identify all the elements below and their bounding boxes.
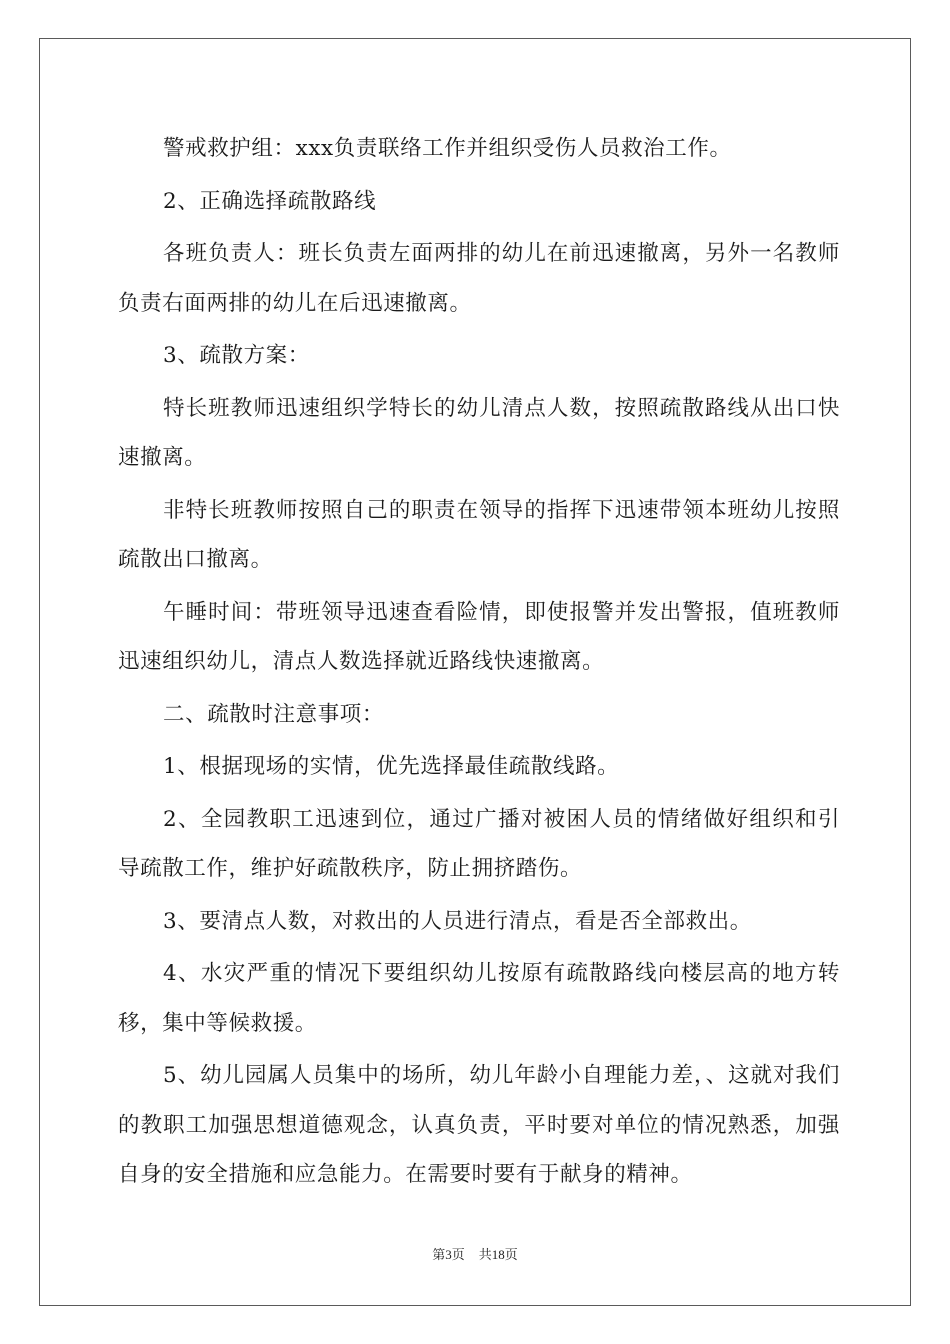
paragraph-class-leaders: 各班负责人：班长负责左面两排的幼儿在前迅速撤离，另外一名教师负责右面两排的幼儿在后迅速撤离。 (118, 241, 840, 316)
page-total: 共18页 (478, 1247, 518, 1262)
paragraph-route-heading: 2、正确选择疏散路线 (163, 188, 377, 214)
paragraph-rescue-team: 警戒救护组：xxx负责联络工作并组织受伤人员救治工作。 (163, 136, 732, 161)
paragraph-note-5: 5、幼儿园属人员集中的场所，幼儿年龄小自理能力差，、这就对我们的教职工加强思想道德观念，认真负责，平时要对单位的情况熟悉，加强自身的安全措施和应急能力。在需要时要有于献身的精神。 (118, 1063, 840, 1187)
paragraph-regular-class: 非特长班教师按照自己的职责在领导的指挥下迅速带领本班幼儿按照疏散出口撤离。 (118, 497, 840, 572)
paragraph-note-4: 4、水灾严重的情况下要组织幼儿按原有疏散路线向楼层高的地方转移，集中等候救援。 (118, 961, 840, 1036)
page-number: 第3页 (432, 1247, 465, 1262)
paragraph-notes-heading: 二、疏散时注意事项： (163, 701, 385, 727)
page-footer (0, 1246, 950, 1264)
paragraph-note-3: 3、要清点人数，对救出的人员进行清点，看是否全部救出。 (163, 908, 752, 934)
paragraph-note-1: 1、根据现场的实情，优先选择最佳疏散线路。 (163, 754, 620, 779)
paragraph-note-2: 2、全园教职工迅速到位，通过广播对被困人员的情绪做好组织和引导疏散工作，维护好疏散秩序，防止拥挤踏伤。 (118, 806, 840, 881)
paragraph-special-class: 特长班教师迅速组织学特长的幼儿清点人数，按照疏散路线从出口快速撤离。 (118, 395, 840, 470)
paragraph-plan-heading: 3、疏散方案： (163, 343, 310, 368)
paragraph-nap-time: 午睡时间：带班领导迅速查看险情，即使报警并发出警报，值班教师迅速组织幼儿，清点人数选择就近路线快速撤离。 (118, 599, 840, 674)
document-body (118, 124, 840, 1203)
